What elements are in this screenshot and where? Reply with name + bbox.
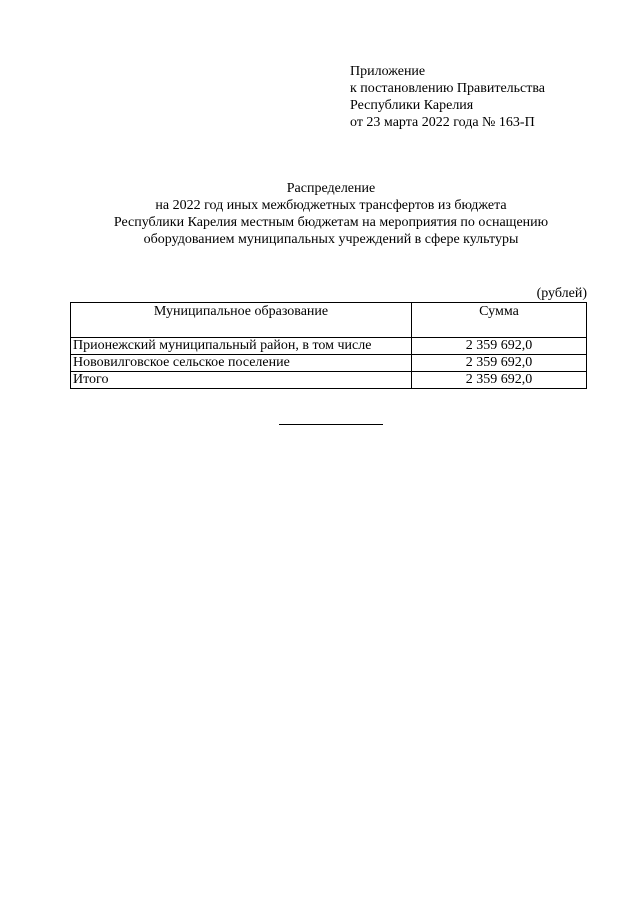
appendix-block — [350, 63, 610, 131]
table-row-total — [71, 372, 587, 389]
title-line: оборудованием муниципальных учреждений в сфере культуры — [143, 232, 519, 247]
municipality-cell: Прионежский муниципальный район, в том числе — [71, 338, 412, 355]
appendix-line: Республики Карелия — [350, 98, 474, 113]
title-line: Республики Карелия местным бюджетам на мероприятия по оснащению — [113, 215, 549, 230]
municipality-cell: Нововилговское сельское поселение — [71, 355, 412, 372]
table-header-row — [71, 303, 587, 338]
document-title — [40, 180, 622, 248]
appendix-line: к постановлению Правительства — [350, 81, 546, 96]
appendix-line: Приложение — [350, 64, 426, 79]
title-line: на 2022 год иных межбюджетных трансфертов из бюджета — [155, 198, 507, 213]
sum-cell: 2 359 692,0 — [412, 355, 587, 372]
table-row — [71, 338, 587, 355]
end-divider — [279, 424, 383, 425]
appendix-line: от 23 марта 2022 года № 163-П — [350, 115, 535, 130]
column-header-municipality: Муниципальное образование — [71, 303, 412, 338]
sum-cell: 2 359 692,0 — [412, 338, 587, 355]
total-sum-cell: 2 359 692,0 — [412, 372, 587, 389]
column-header-sum: Сумма — [412, 303, 587, 338]
allocation-table — [70, 302, 587, 389]
title-line: Распределение — [286, 181, 376, 196]
table-row — [71, 355, 587, 372]
total-label-cell: Итого — [71, 372, 412, 389]
currency-unit-label: (рублей) — [536, 286, 587, 301]
